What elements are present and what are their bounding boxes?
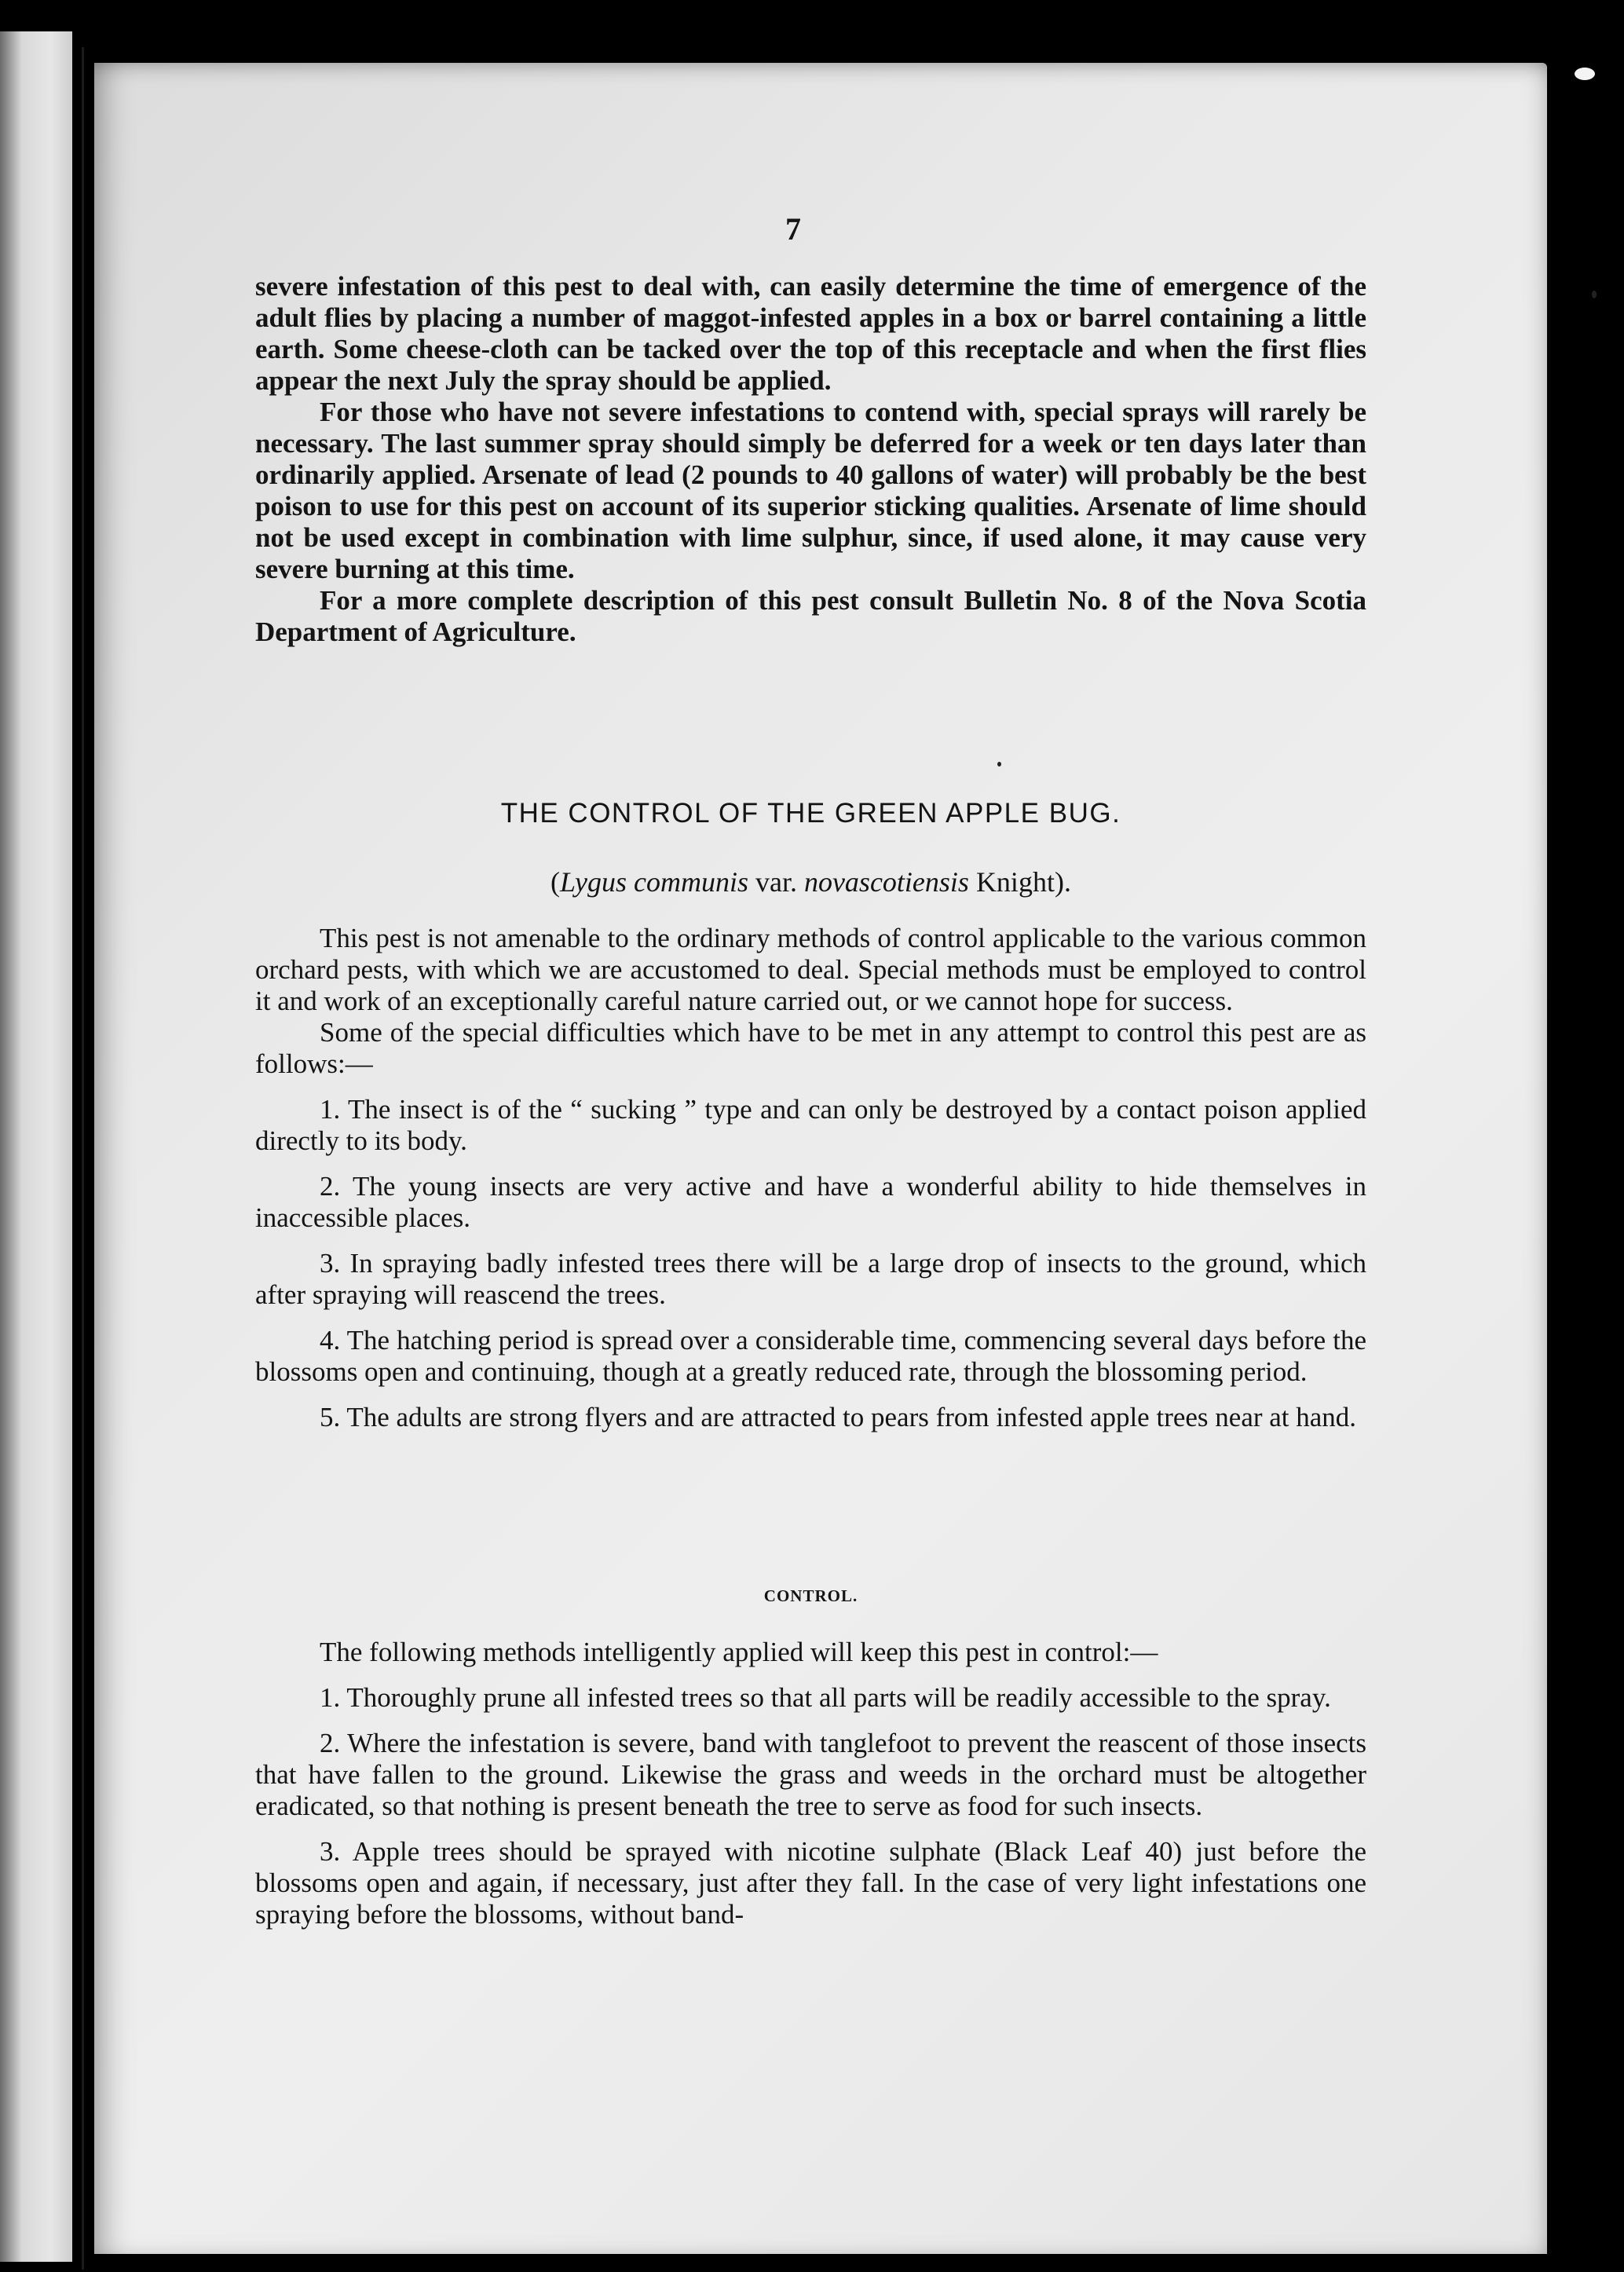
binding-edge — [82, 47, 84, 2270]
species-var-label: var. — [748, 866, 804, 898]
control-subheading: CONTROL. — [763, 1586, 858, 1605]
paragraph-difficulties-lead: Some of the special difficulties which have to be met in any attempt to control this pest are as follows:— — [255, 1017, 1366, 1079]
section-green-apple-bug — [255, 923, 1366, 1433]
section-heading: THE CONTROL OF THE GREEN APPLE BUG. — [500, 798, 1121, 829]
difficulty-item: 4. The hatching period is spread over a considerable time, commencing several days before the blossoms open and continuing, though at a greatly reduced rate, through the blossoming period. — [255, 1325, 1366, 1387]
species-name — [255, 865, 1366, 898]
species-open: ( — [550, 866, 561, 898]
method-item: 3. Apple trees should be sprayed with nicotine sulphate (Black Leaf 40) just before the blossoms open and again, if necessary, just after they fall. In the case of very light infestations one spraying before the blossoms, without band- — [255, 1836, 1366, 1930]
section-control-methods — [255, 1637, 1366, 1930]
species-author: Knight — [968, 866, 1055, 898]
difficulty-item: 2. The young insects are very active and have a wonderful ability to hide themselves in inaccessible places. — [255, 1171, 1366, 1233]
paragraph-reference: For a more complete description of this pest consult Bulletin No. 8 of the Nova Scotia Department of Agriculture. — [255, 585, 1366, 647]
method-item: 1. Thoroughly prune all infested trees so that all parts will be readily accessible to the spray. — [320, 1682, 1331, 1713]
paragraph-methods-lead: The following methods intelligently applied will keep this pest in control:— — [320, 1637, 1158, 1667]
difficulty-item: 1. The insect is of the “ sucking ” type and can only be destroyed by a contact poison applied directly to its body. — [255, 1094, 1366, 1156]
page-number: 7 — [785, 211, 801, 247]
difficulty-item: 5. The adults are strong flyers and are attracted to pears from infested apple trees near at hand. — [320, 1402, 1357, 1432]
species-close: ). — [1054, 866, 1071, 898]
paragraph-emergence: severe infestation of this pest to deal with, can easily determine the time of emergence of the adult flies by placing a number of maggot-infested apples in a box or barrel containing a little earth. Some cheese-cloth can be tacked over the top of this receptacle and when the first flies appear the next July the spray should be applied. — [255, 271, 1366, 396]
paper-speck — [997, 762, 1001, 766]
facing-page-edge — [0, 31, 72, 2262]
paper-flaw — [1575, 68, 1595, 80]
species-genus: Lygus communis — [560, 866, 748, 898]
paper-speck — [1592, 291, 1597, 298]
difficulty-item: 3. In spraying badly infested trees there will be a large drop of insects to the ground, which after spraying will reascend the trees. — [255, 1248, 1366, 1310]
section-fly-control — [255, 271, 1366, 648]
method-item: 2. Where the infestation is severe, band with tanglefoot to prevent the reascent of those insects that have fallen to the ground. Likewise the grass and weeds in the orchard must be altogether eradicated, so that nothing is present beneath the tree to serve as food for such insects. — [255, 1728, 1366, 1821]
species-variety: novascotiensis — [803, 866, 969, 898]
paragraph-sprays: For those who have not severe infestations to contend with, special sprays will rarely be necessary. The last summer spray should simply be deferred for a week or ten days later than ordinarily applied. Arsenate of lead (2 pounds to 40 gallons of water) will probably be the best poison to use for this pest on account of its superior sticking qualities. Arsenate of lime should not be used except in combination with lime sulphur, since, if used alone, it may cause very severe burning at this time. — [255, 397, 1366, 584]
paragraph-intro: This pest is not amenable to the ordinary methods of control applicable to the various common orchard pests, with which we are accustomed to deal. Special methods must be employed to control it and work of an exceptionally careful nature carried out, or we cannot hope for success. — [255, 923, 1366, 1016]
